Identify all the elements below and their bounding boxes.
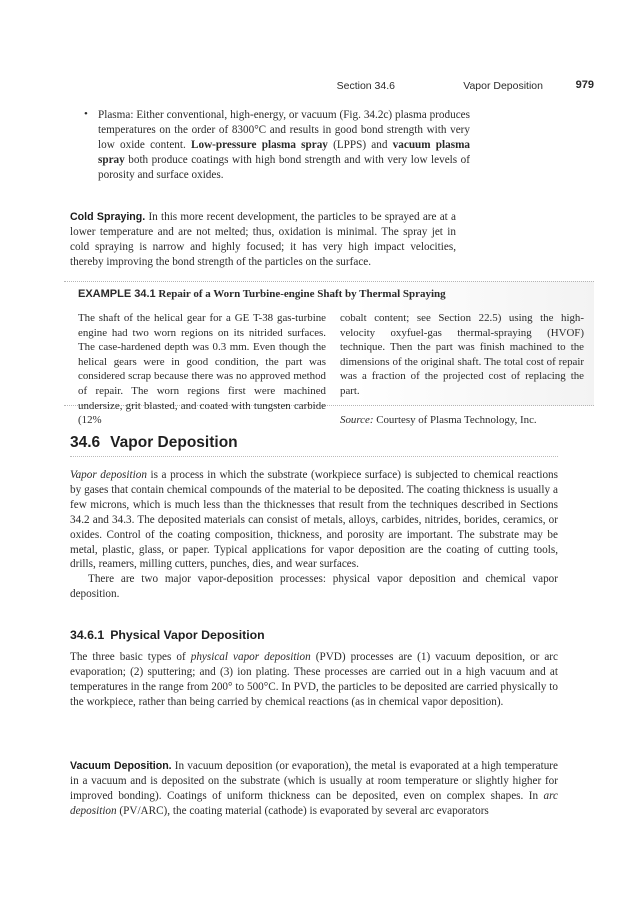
vapor-deposition-paragraph-2: There are two major vapor-deposition processes: physical vapor deposition and chemical vapor deposition. — [70, 573, 558, 601]
pvd-text-b: (PVD) processes are (1) vacuum deposition, or arc evaporation; (2) sputtering; and (3) ion plating. These processes are carried out in a high vacuum and at temperatures in the range from 200° to 500°C. In PVD, the particles to be deposited are carried physically to the workpiece, rather than being carried by chemical reactions (as in chemical vapor deposition). — [70, 651, 558, 708]
header-section-number: Section 34.6 — [336, 80, 395, 92]
plasma-paragraph — [98, 108, 470, 183]
pvd-body — [70, 650, 558, 710]
subsection-number: 34.6.1 — [70, 628, 105, 642]
example-text-1: The shaft of the helical gear for a GE T-38 gas-turbine engine had two worn regions on its nitrided surfaces. The case-hardened depth was 0.3 mm. Even though the helical gears were in good condition, the part was considered scrap because there was no approved method of repair. The worn regions first were machined undersize, grit blasted, and coated with tungsten carbide (12% — [78, 312, 326, 427]
cold-spraying-block — [70, 210, 456, 270]
plasma-label: Plasma: — [98, 109, 134, 121]
example-text-2: cobalt content; see Section 22.5) using the high-velocity oxyfuel-gas thermal-spraying (HVOF) technique. Then the part was finish machined to the dimensions of the original shaft. The total cost of repair was a fraction of the projected cost of replacing the part. — [340, 312, 584, 397]
bullet-marker: • — [84, 108, 88, 120]
pvd-text-a: The three basic types of — [70, 651, 191, 663]
vapor-deposition-paragraph-1 — [70, 468, 558, 572]
vacuum-deposition-text-2: (PV/ARC), the coating material (cathode) is evaporated by several arc evaporators — [116, 804, 489, 817]
example-column-1 — [78, 311, 326, 428]
plasma-text-3: both produce coatings with high bond strength and with very low levels of porosity and surface oxides. — [98, 153, 470, 181]
example-label: EXAMPLE 34.1 — [78, 288, 156, 300]
example-title — [78, 288, 446, 300]
plasma-bullet — [84, 108, 470, 183]
source-label: Source: — [340, 414, 374, 427]
subsection-title: Physical Vapor Deposition — [110, 628, 265, 642]
arc-deposition-term: arc deposition — [70, 789, 558, 817]
subsection-heading — [70, 628, 265, 642]
cold-spraying-label: Cold Spraying. — [70, 211, 146, 223]
pvd-paragraph — [70, 650, 558, 710]
vacuum-deposition-label: Vacuum Deposition. — [70, 760, 172, 772]
vapor-deposition-text: is a process in which the substrate (workpiece surface) is subjected to chemical reactions by gases that contain chemical compounds of the material to be deposited. The coating thickness is usually a few microns, which is much less than the thicknesses that result from the techniques described in Sections 34.2 and 34.3. The deposited materials can consist of metals, alloys, carbides, nitrides, borides, ceramics, or oxides. Control of the coating composition, thickness, and porosity are important. The substrate may be metal, plastic, glass, or paper. Typical applications for vapor deposition are the coating of cutting tools, drills, reamers, milling cutters, punches, dies, and wear surfaces. — [70, 469, 558, 571]
example-title-text: Repair of a Worn Turbine-engine Shaft by Thermal Spraying — [155, 288, 446, 300]
vacuum-deposition-paragraph — [70, 759, 558, 819]
example-source — [340, 413, 584, 428]
plasma-text-2: (LPPS) and — [327, 138, 393, 151]
lpps-term: Low-pressure plasma spray — [191, 138, 328, 151]
section-heading — [70, 434, 558, 457]
running-header — [0, 80, 596, 96]
vacuum-deposition-body — [70, 759, 558, 819]
vacuum-deposition-text: In vacuum deposition (or evaporation), the metal is evaporated at a high temperature in a vacuum and is deposited on the substrate (which is usually at room temperature or slightly higher for improved bonding). Coatings of uniform thickness can be deposited, even on complex shapes. In — [70, 760, 558, 802]
header-section-title: Vapor Deposition — [463, 80, 543, 92]
cold-spraying-text: In this more recent development, the particles to be sprayed are at a lower temperature and are not melted; thus, oxidation is minimal. The spray jet in cold spraying is narrow and highly focused; it has very high impact velocities, thereby improving the bond strength of the particles on the surface. — [70, 211, 456, 268]
plasma-text-1: Either conventional, high-energy, or vacuum (Fig. 34.2c) plasma produces temperatures on the order of 8300°C and results in good bond strength with very low oxide content. — [98, 109, 470, 151]
cold-spraying-paragraph — [70, 210, 456, 270]
example-box — [64, 281, 594, 427]
page-number: 979 — [575, 79, 594, 91]
source-text: Courtesy of Plasma Technology, Inc. — [373, 414, 537, 427]
vacuum-plasma-term: vacuum plasma spray — [98, 138, 471, 166]
pvd-term: physical vapor deposition — [190, 651, 311, 663]
example-column-2 — [340, 311, 584, 428]
section-title: Vapor Deposition — [110, 434, 238, 451]
section-number: 34.6 — [70, 434, 101, 451]
vapor-deposition-term: Vapor deposition — [70, 469, 147, 481]
vapor-deposition-body — [70, 468, 558, 602]
